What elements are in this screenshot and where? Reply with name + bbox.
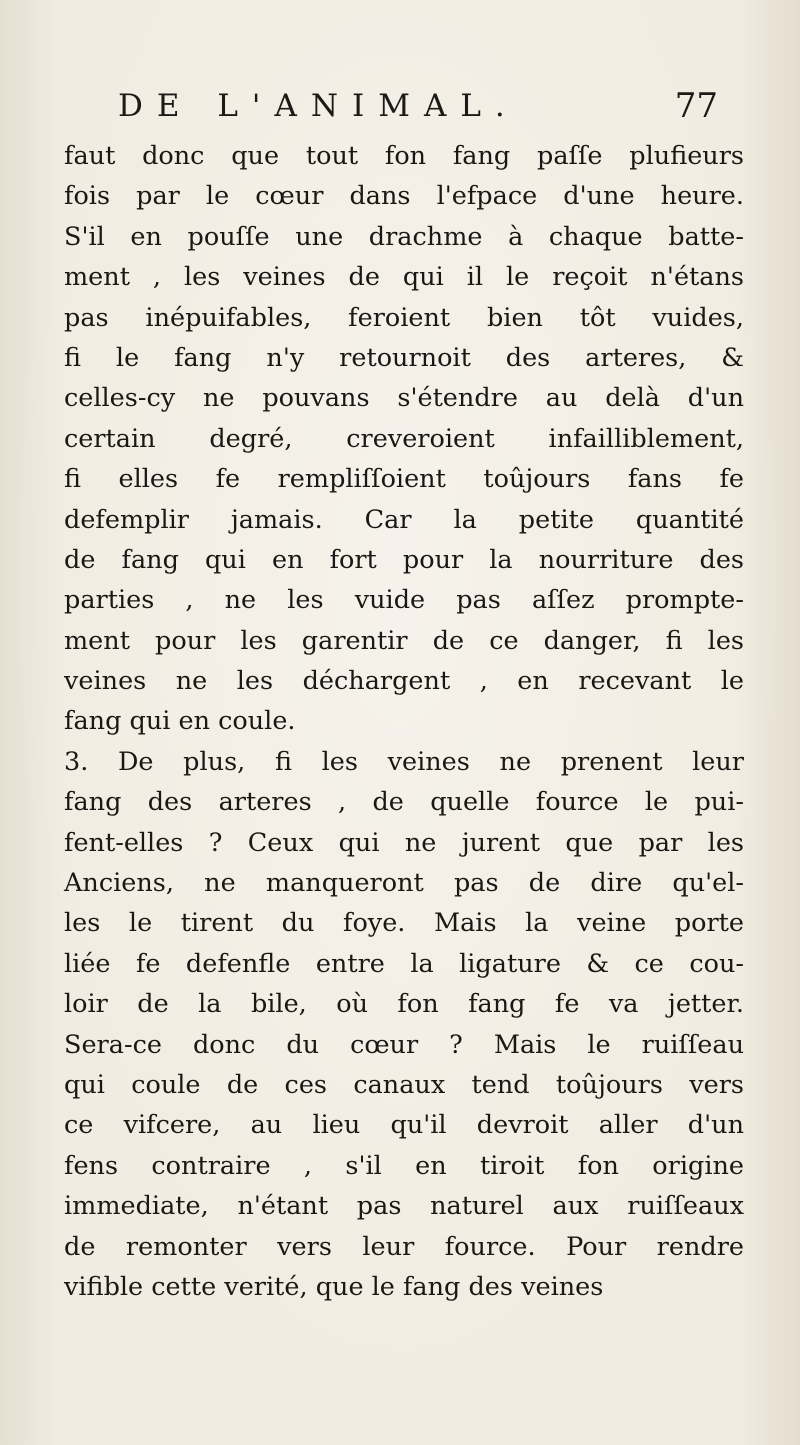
- text-line: certain degré, creveroient infailliblement,: [64, 423, 744, 454]
- text-line: loir de la bile, où fon fang fe va jetter.: [64, 989, 744, 1020]
- running-head: DE L'ANIMAL.: [118, 88, 519, 124]
- text-line: S'il en pouſſe une drachme à chaque batte-: [64, 221, 744, 252]
- text-line: defemplir jamais. Car la petite quantité: [64, 504, 744, 535]
- text-line: pas inépuifables, feroient bien tôt vuides,: [64, 302, 744, 333]
- text-line: de remonter vers leur fource. Pour rendre: [64, 1231, 744, 1262]
- text-line: faut donc que tout fon fang paſſe plufieurs: [64, 141, 744, 171]
- text-line: vifible cette verité, que le fang des veines: [64, 1271, 604, 1302]
- page-header: [118, 88, 718, 134]
- text-line: de fang qui en fort pour la nourriture des: [64, 544, 744, 575]
- text-line: fois par le cœur dans l'efpace d'une heure.: [64, 181, 744, 212]
- text-line: ment , les veines de qui il le reçoit n'étans: [64, 262, 744, 293]
- text-line: ment pour les garentir de ce danger, fi les: [64, 625, 744, 656]
- text-line: parties , ne les vuide pas aſſez prompte-: [64, 585, 744, 616]
- text-line: fang qui en coule.: [64, 706, 296, 737]
- text-line: celles-cy ne pouvans s'étendre au delà d'un: [64, 383, 744, 414]
- page-number: 77: [674, 86, 718, 126]
- text-line: Sera-ce donc du cœur ? Mais le ruiſſeau: [64, 1029, 744, 1060]
- text-line: Anciens, ne manqueront pas de dire qu'el-: [64, 868, 744, 899]
- text-line: fi elles fe rempliſſoient toûjours fans fe: [64, 464, 744, 495]
- text-line: 3. De plus, fi les veines ne prenent leur: [64, 746, 744, 777]
- text-line: liée fe defenfle entre la ligature & ce cou-: [64, 948, 744, 979]
- text-line: qui coule de ces canaux tend toûjours vers: [64, 1069, 744, 1100]
- text-line: veines ne les déchargent , en recevant le: [64, 666, 744, 697]
- text-line: fent-elles ? Ceux qui ne jurent que par les: [64, 827, 744, 858]
- text-line: fang des arteres , de quelle fource le pui-: [64, 787, 744, 818]
- text-line: les le tirent du foye. Mais la veine porte: [64, 908, 744, 939]
- text-line: immediate, n'étant pas naturel aux ruiſſeaux: [64, 1191, 744, 1222]
- text-line: fens contraire , s'il en tiroit fon origine: [64, 1150, 744, 1181]
- text-line: ce vifcere, au lieu qu'il devroit aller d'un: [64, 1110, 744, 1141]
- body-text: [64, 136, 744, 1307]
- text-line: fi le fang n'y retournoit des arteres, &: [64, 342, 744, 373]
